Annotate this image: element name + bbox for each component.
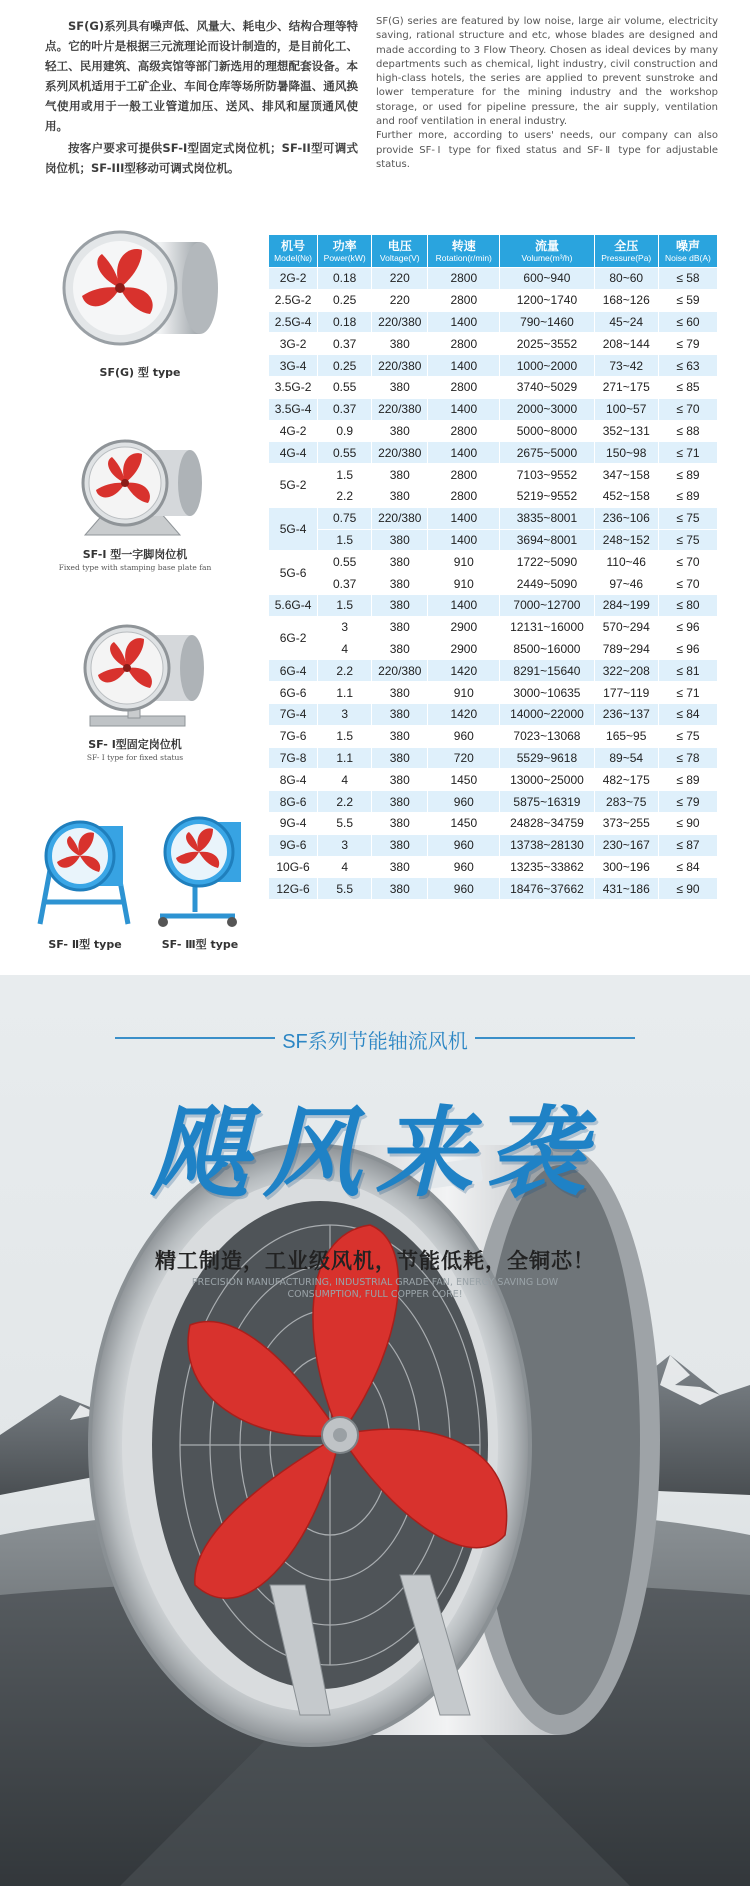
table-cell: 248~152 bbox=[594, 529, 658, 551]
table-cell: ≤ 60 bbox=[658, 311, 717, 333]
table-cell: ≤ 96 bbox=[658, 616, 717, 638]
column-header-en: Volume(m³/h) bbox=[521, 252, 573, 263]
table-cell: ≤ 90 bbox=[658, 812, 717, 834]
model-cell: 4G-4 bbox=[269, 442, 318, 464]
table-cell: 14000~22000 bbox=[500, 703, 594, 725]
table-cell: 0.37 bbox=[318, 398, 372, 420]
table-cell: 1420 bbox=[428, 660, 500, 682]
table-row bbox=[269, 420, 718, 442]
intro-cn-paragraph: 按客户要求可提供SF-I型固定式岗位机；SF-II型可调式岗位机；SF-III型移动可调式岗位机。 bbox=[45, 141, 358, 175]
table-cell: 380 bbox=[372, 464, 428, 486]
model-cell: 5G-4 bbox=[269, 507, 318, 551]
table-cell: ≤ 70 bbox=[658, 573, 717, 595]
intro-cn-paragraph: SF(G)系列具有噪声低、风量大、耗电少、结构合理等特点。它的叶片是根据三元流理论而设计制造的，是目前化工、轻工、民用建筑、高级宾馆等部门新选用的理想配套设备。本系列风机适用于工矿企业、车间仓库等场所防暑降温、通风换气使用或用于一般工业管道加压、送风、排风和屋顶通风使用。 bbox=[45, 19, 358, 133]
table-cell: ≤ 75 bbox=[658, 507, 717, 529]
table-cell: 720 bbox=[428, 747, 500, 769]
table-cell: 7103~9552 bbox=[500, 464, 594, 486]
column-header-en: Power(kW) bbox=[323, 252, 366, 263]
product-caption: SF- Ⅰ型固定岗位机 bbox=[88, 738, 182, 751]
column-header bbox=[269, 235, 318, 268]
table-cell: 0.18 bbox=[318, 268, 372, 290]
table-cell: 13000~25000 bbox=[500, 769, 594, 791]
table-cell: 0.55 bbox=[318, 376, 372, 398]
table-cell: 220/380 bbox=[372, 507, 428, 529]
table-cell: 380 bbox=[372, 856, 428, 878]
table-row bbox=[269, 834, 718, 856]
table-cell: 380 bbox=[372, 333, 428, 355]
table-cell: ≤ 80 bbox=[658, 594, 717, 616]
table-cell: 3694~8001 bbox=[500, 529, 594, 551]
table-cell: 380 bbox=[372, 725, 428, 747]
table-row bbox=[269, 333, 718, 355]
table-body bbox=[269, 268, 718, 900]
table-cell: ≤ 89 bbox=[658, 769, 717, 791]
table-row bbox=[269, 268, 718, 290]
table-cell: 910 bbox=[428, 682, 500, 704]
table-cell: 380 bbox=[372, 616, 428, 638]
table-row bbox=[269, 376, 718, 398]
table-cell: 7000~12700 bbox=[500, 594, 594, 616]
table-cell: 4 bbox=[318, 769, 372, 791]
product-caption: SF-I 型一字脚岗位机 bbox=[82, 548, 188, 561]
table-cell: 960 bbox=[428, 878, 500, 900]
table-row bbox=[269, 638, 718, 660]
table-cell: 373~255 bbox=[594, 812, 658, 834]
table-cell: 2.2 bbox=[318, 660, 372, 682]
table-cell: 1400 bbox=[428, 311, 500, 333]
table-cell: ≤ 75 bbox=[658, 725, 717, 747]
table-cell: 73~42 bbox=[594, 355, 658, 377]
intro-chinese bbox=[45, 16, 358, 178]
product-sfg bbox=[50, 220, 230, 380]
table-cell: 1.5 bbox=[318, 529, 372, 551]
model-cell: 3.5G-4 bbox=[269, 398, 318, 420]
table-cell: 380 bbox=[372, 682, 428, 704]
table-cell: 3 bbox=[318, 834, 372, 856]
table-cell: ≤ 89 bbox=[658, 464, 717, 486]
table-cell: ≤ 81 bbox=[658, 660, 717, 682]
table-cell: ≤ 79 bbox=[658, 791, 717, 813]
table-cell: 236~106 bbox=[594, 507, 658, 529]
table-cell: 45~24 bbox=[594, 311, 658, 333]
table-row bbox=[269, 464, 718, 486]
table-cell: ≤ 78 bbox=[658, 747, 717, 769]
product-images bbox=[0, 220, 260, 960]
model-cell: 8G-6 bbox=[269, 791, 318, 813]
promo-banner bbox=[0, 975, 750, 1886]
model-cell: 9G-6 bbox=[269, 834, 318, 856]
table-cell: 2900 bbox=[428, 616, 500, 638]
product-sf3 bbox=[145, 812, 255, 952]
model-cell: 7G-8 bbox=[269, 747, 318, 769]
table-cell: 380 bbox=[372, 594, 428, 616]
table-cell: 0.55 bbox=[318, 551, 372, 573]
table-cell: 5000~8000 bbox=[500, 420, 594, 442]
table-cell: ≤ 70 bbox=[658, 551, 717, 573]
table-cell: 168~126 bbox=[594, 289, 658, 311]
table-cell: 220/380 bbox=[372, 355, 428, 377]
column-header bbox=[500, 235, 594, 268]
table-cell: 2900 bbox=[428, 638, 500, 660]
table-cell: 910 bbox=[428, 551, 500, 573]
model-cell: 5.6G-4 bbox=[269, 594, 318, 616]
banner-tagline-en: PRECISION MANUFACTURING, INDUSTRIAL GRADE FAN, ENERGY SAVING LOW CONSUMPTION, FULL COPPER CORE! bbox=[191, 1277, 559, 1300]
model-cell: 7G-4 bbox=[269, 703, 318, 725]
table-cell: 789~294 bbox=[594, 638, 658, 660]
spec-table bbox=[268, 234, 718, 900]
table-cell: ≤ 84 bbox=[658, 856, 717, 878]
table-cell: 283~75 bbox=[594, 791, 658, 813]
table-row bbox=[269, 594, 718, 616]
product-caption-en: Fixed type with stamping base plate fan bbox=[58, 563, 212, 572]
table-cell: 3835~8001 bbox=[500, 507, 594, 529]
table-cell: 1400 bbox=[428, 507, 500, 529]
table-cell: 177~119 bbox=[594, 682, 658, 704]
table-cell: 352~131 bbox=[594, 420, 658, 442]
model-cell: 5G-2 bbox=[269, 464, 318, 508]
table-row bbox=[269, 703, 718, 725]
table-cell: 80~60 bbox=[594, 268, 658, 290]
model-cell: 2.5G-4 bbox=[269, 311, 318, 333]
model-cell: 5G-6 bbox=[269, 551, 318, 595]
model-cell: 8G-4 bbox=[269, 769, 318, 791]
table-cell: 1450 bbox=[428, 812, 500, 834]
banner-subtitle: SF系列节能轴流风机 bbox=[282, 1031, 468, 1053]
table-cell: 380 bbox=[372, 769, 428, 791]
table-cell: 380 bbox=[372, 703, 428, 725]
table-cell: 271~175 bbox=[594, 376, 658, 398]
table-cell: 0.18 bbox=[318, 311, 372, 333]
table-cell: ≤ 70 bbox=[658, 398, 717, 420]
fixed-post-fan-image bbox=[40, 620, 230, 732]
product-sf2 bbox=[30, 812, 140, 952]
table-cell: 910 bbox=[428, 573, 500, 595]
table-cell: 1.1 bbox=[318, 747, 372, 769]
column-header-en: Voltage(V) bbox=[379, 252, 420, 263]
banner-title: 飓风来袭 bbox=[150, 1096, 599, 1211]
table-cell: 5875~16319 bbox=[500, 791, 594, 813]
table-cell: 0.75 bbox=[318, 507, 372, 529]
table-cell: ≤ 58 bbox=[658, 268, 717, 290]
product-caption-en: SF- I type for fixed status bbox=[86, 753, 184, 762]
column-header-cn: 电压 bbox=[387, 238, 412, 253]
table-cell: 236~137 bbox=[594, 703, 658, 725]
table-cell: 2800 bbox=[428, 420, 500, 442]
table-cell: 1.5 bbox=[318, 594, 372, 616]
product-sf1-fixed bbox=[40, 620, 230, 762]
table-cell: 4 bbox=[318, 638, 372, 660]
model-cell: 2.5G-2 bbox=[269, 289, 318, 311]
table-cell: 2675~5000 bbox=[500, 442, 594, 464]
table-cell: 89~54 bbox=[594, 747, 658, 769]
table-cell: 380 bbox=[372, 529, 428, 551]
table-cell: 0.25 bbox=[318, 289, 372, 311]
table-cell: 570~294 bbox=[594, 616, 658, 638]
table-row bbox=[269, 660, 718, 682]
column-header-cn: 流量 bbox=[534, 238, 559, 253]
column-header bbox=[318, 235, 372, 268]
column-header bbox=[428, 235, 500, 268]
table-cell: 0.9 bbox=[318, 420, 372, 442]
intro-section bbox=[0, 0, 750, 195]
table-cell: 300~196 bbox=[594, 856, 658, 878]
model-cell: 6G-2 bbox=[269, 616, 318, 660]
table-cell: 380 bbox=[372, 573, 428, 595]
column-header-cn: 全压 bbox=[614, 238, 639, 253]
table-cell: 452~158 bbox=[594, 485, 658, 507]
table-row bbox=[269, 616, 718, 638]
table-row bbox=[269, 442, 718, 464]
table-cell: 2800 bbox=[428, 485, 500, 507]
table-cell: 5.5 bbox=[318, 878, 372, 900]
table-cell: ≤ 59 bbox=[658, 289, 717, 311]
table-cell: 0.25 bbox=[318, 355, 372, 377]
table-cell: 960 bbox=[428, 834, 500, 856]
table-row bbox=[269, 529, 718, 551]
table-row bbox=[269, 878, 718, 900]
intro-en-paragraph: Further more, according to users' needs, our company can also provide SF-Ⅰ type for fixed status and SF-Ⅱ type for adjustable status. bbox=[376, 130, 718, 170]
table-cell: 24828~34759 bbox=[500, 812, 594, 834]
table-row bbox=[269, 507, 718, 529]
table-cell: 2800 bbox=[428, 333, 500, 355]
table-cell: 2025~3552 bbox=[500, 333, 594, 355]
column-header-cn: 功率 bbox=[332, 238, 357, 253]
table-cell: 600~940 bbox=[500, 268, 594, 290]
product-caption: SF- Ⅲ型 type bbox=[161, 938, 239, 951]
table-cell: 8291~15640 bbox=[500, 660, 594, 682]
table-cell: ≤ 71 bbox=[658, 682, 717, 704]
table-cell: 1450 bbox=[428, 769, 500, 791]
column-header bbox=[594, 235, 658, 268]
column-header-en: Model(№) bbox=[274, 252, 312, 263]
table-cell: 2000~3000 bbox=[500, 398, 594, 420]
column-header-cn: 机号 bbox=[281, 238, 306, 253]
table-cell: ≤ 63 bbox=[658, 355, 717, 377]
table-cell: ≤ 89 bbox=[658, 485, 717, 507]
model-cell: 3G-4 bbox=[269, 355, 318, 377]
table-cell: 3000~10635 bbox=[500, 682, 594, 704]
table-cell: ≤ 96 bbox=[658, 638, 717, 660]
table-cell: 1200~1740 bbox=[500, 289, 594, 311]
product-caption: SF- Ⅱ型 type bbox=[48, 938, 122, 951]
column-header-cn: 噪声 bbox=[675, 238, 700, 253]
column-header-en: Rotation(r/min) bbox=[435, 252, 492, 263]
table-header-row bbox=[269, 235, 718, 268]
column-header-cn: 转速 bbox=[451, 238, 476, 253]
table-cell: 380 bbox=[372, 420, 428, 442]
table-row bbox=[269, 682, 718, 704]
table-cell: 2.2 bbox=[318, 791, 372, 813]
table-cell: ≤ 75 bbox=[658, 529, 717, 551]
table-cell: 7023~13068 bbox=[500, 725, 594, 747]
table-cell: 220/380 bbox=[372, 311, 428, 333]
table-row bbox=[269, 725, 718, 747]
product-caption: SF(G) 型 type bbox=[99, 366, 181, 379]
table-row bbox=[269, 355, 718, 377]
table-cell: 431~186 bbox=[594, 878, 658, 900]
table-cell: 347~158 bbox=[594, 464, 658, 486]
table-cell: 380 bbox=[372, 551, 428, 573]
table-cell: 12131~16000 bbox=[500, 616, 594, 638]
model-cell: 6G-4 bbox=[269, 660, 318, 682]
table-cell: 100~57 bbox=[594, 398, 658, 420]
adjustable-fan-image bbox=[30, 812, 140, 932]
table-cell: 1420 bbox=[428, 703, 500, 725]
duct-fan-image bbox=[50, 220, 230, 360]
table-row bbox=[269, 289, 718, 311]
table-cell: 8500~16000 bbox=[500, 638, 594, 660]
table-cell: 5529~9618 bbox=[500, 747, 594, 769]
table-cell: 380 bbox=[372, 376, 428, 398]
mobile-fan-image bbox=[145, 812, 255, 932]
table-cell: 2800 bbox=[428, 376, 500, 398]
model-cell: 2G-2 bbox=[269, 268, 318, 290]
table-cell: 380 bbox=[372, 638, 428, 660]
intro-en-paragraph: SF(G) series are featured by low noise, large air volume, electricity saving, rational structure and etc, whose blades are designed and made according to 3 Flow Theory. Chosen as ideal devices by many departments such as chemical, light industry, civil construction and high-class hotels, the series are applied to prevent sunstroke and lower temperature for the mining industry and the workshop storage, or used for pipeline pressure, the air supply, ventilation and roof ventilation in eneral industry. bbox=[376, 16, 718, 128]
table-cell: ≤ 79 bbox=[658, 333, 717, 355]
column-header bbox=[658, 235, 717, 268]
table-cell: 960 bbox=[428, 791, 500, 813]
table-cell: 1.5 bbox=[318, 464, 372, 486]
table-row bbox=[269, 791, 718, 813]
table-cell: 0.55 bbox=[318, 442, 372, 464]
model-cell: 3G-2 bbox=[269, 333, 318, 355]
model-cell: 9G-4 bbox=[269, 812, 318, 834]
post-fan-image bbox=[40, 430, 230, 542]
table-cell: 3 bbox=[318, 703, 372, 725]
table-cell: 960 bbox=[428, 856, 500, 878]
table-cell: ≤ 87 bbox=[658, 834, 717, 856]
banner-tagline: 精工制造，工业级风机，节能低耗，全铜芯！ bbox=[155, 1249, 595, 1273]
table-cell: ≤ 84 bbox=[658, 703, 717, 725]
model-cell: 12G-6 bbox=[269, 878, 318, 900]
table-cell: 1722~5090 bbox=[500, 551, 594, 573]
table-cell: ≤ 71 bbox=[658, 442, 717, 464]
table-cell: 5.5 bbox=[318, 812, 372, 834]
table-row bbox=[269, 485, 718, 507]
table-row bbox=[269, 747, 718, 769]
table-row bbox=[269, 398, 718, 420]
table-cell: 284~199 bbox=[594, 594, 658, 616]
table-cell: 1400 bbox=[428, 594, 500, 616]
table-cell: 13738~28130 bbox=[500, 834, 594, 856]
table-cell: 380 bbox=[372, 485, 428, 507]
model-cell: 10G-6 bbox=[269, 856, 318, 878]
table-cell: 960 bbox=[428, 725, 500, 747]
column-header-en: Noise dB(A) bbox=[665, 252, 711, 263]
table-cell: 110~46 bbox=[594, 551, 658, 573]
table-cell: 1.5 bbox=[318, 725, 372, 747]
table-cell: 230~167 bbox=[594, 834, 658, 856]
table-cell: 2800 bbox=[428, 289, 500, 311]
table-cell: 3740~5029 bbox=[500, 376, 594, 398]
table-cell: 1400 bbox=[428, 442, 500, 464]
table-row bbox=[269, 573, 718, 595]
table-cell: 220/380 bbox=[372, 442, 428, 464]
table-cell: 2.2 bbox=[318, 485, 372, 507]
model-cell: 7G-6 bbox=[269, 725, 318, 747]
table-cell: 2800 bbox=[428, 268, 500, 290]
model-cell: 4G-2 bbox=[269, 420, 318, 442]
table-cell: 1.1 bbox=[318, 682, 372, 704]
product-sf1-stamp bbox=[40, 430, 230, 572]
table-cell: 380 bbox=[372, 834, 428, 856]
model-cell: 6G-6 bbox=[269, 682, 318, 704]
table-row bbox=[269, 812, 718, 834]
table-cell: 165~95 bbox=[594, 725, 658, 747]
table-row bbox=[269, 551, 718, 573]
table-cell: 380 bbox=[372, 791, 428, 813]
table-cell: 150~98 bbox=[594, 442, 658, 464]
model-cell: 3.5G-2 bbox=[269, 376, 318, 398]
table-cell: 0.37 bbox=[318, 333, 372, 355]
table-cell: ≤ 88 bbox=[658, 420, 717, 442]
table-cell: 220/380 bbox=[372, 398, 428, 420]
table-cell: ≤ 85 bbox=[658, 376, 717, 398]
table-cell: 2449~5090 bbox=[500, 573, 594, 595]
table-cell: 380 bbox=[372, 747, 428, 769]
table-cell: 220 bbox=[372, 289, 428, 311]
table-cell: 220 bbox=[372, 268, 428, 290]
table-cell: ≤ 90 bbox=[658, 878, 717, 900]
table-row bbox=[269, 856, 718, 878]
table-cell: 1400 bbox=[428, 355, 500, 377]
table-cell: 208~144 bbox=[594, 333, 658, 355]
table-cell: 5219~9552 bbox=[500, 485, 594, 507]
hero-fan bbox=[90, 1145, 660, 1745]
column-header bbox=[372, 235, 428, 268]
table-cell: 3 bbox=[318, 616, 372, 638]
table-cell: 1400 bbox=[428, 529, 500, 551]
table-cell: 4 bbox=[318, 856, 372, 878]
table-cell: 322~208 bbox=[594, 660, 658, 682]
table-row bbox=[269, 769, 718, 791]
intro-english bbox=[376, 15, 718, 172]
table-cell: 13235~33862 bbox=[500, 856, 594, 878]
table-cell: 18476~37662 bbox=[500, 878, 594, 900]
table-row bbox=[269, 311, 718, 333]
table-cell: 1400 bbox=[428, 398, 500, 420]
table-cell: 97~46 bbox=[594, 573, 658, 595]
table-cell: 2800 bbox=[428, 464, 500, 486]
column-header-en: Pressure(Pa) bbox=[601, 252, 652, 263]
table-cell: 220/380 bbox=[372, 660, 428, 682]
table-cell: 0.37 bbox=[318, 573, 372, 595]
table-cell: 380 bbox=[372, 812, 428, 834]
table-cell: 380 bbox=[372, 878, 428, 900]
table-cell: 482~175 bbox=[594, 769, 658, 791]
table-cell: 1000~2000 bbox=[500, 355, 594, 377]
table-cell: 790~1460 bbox=[500, 311, 594, 333]
